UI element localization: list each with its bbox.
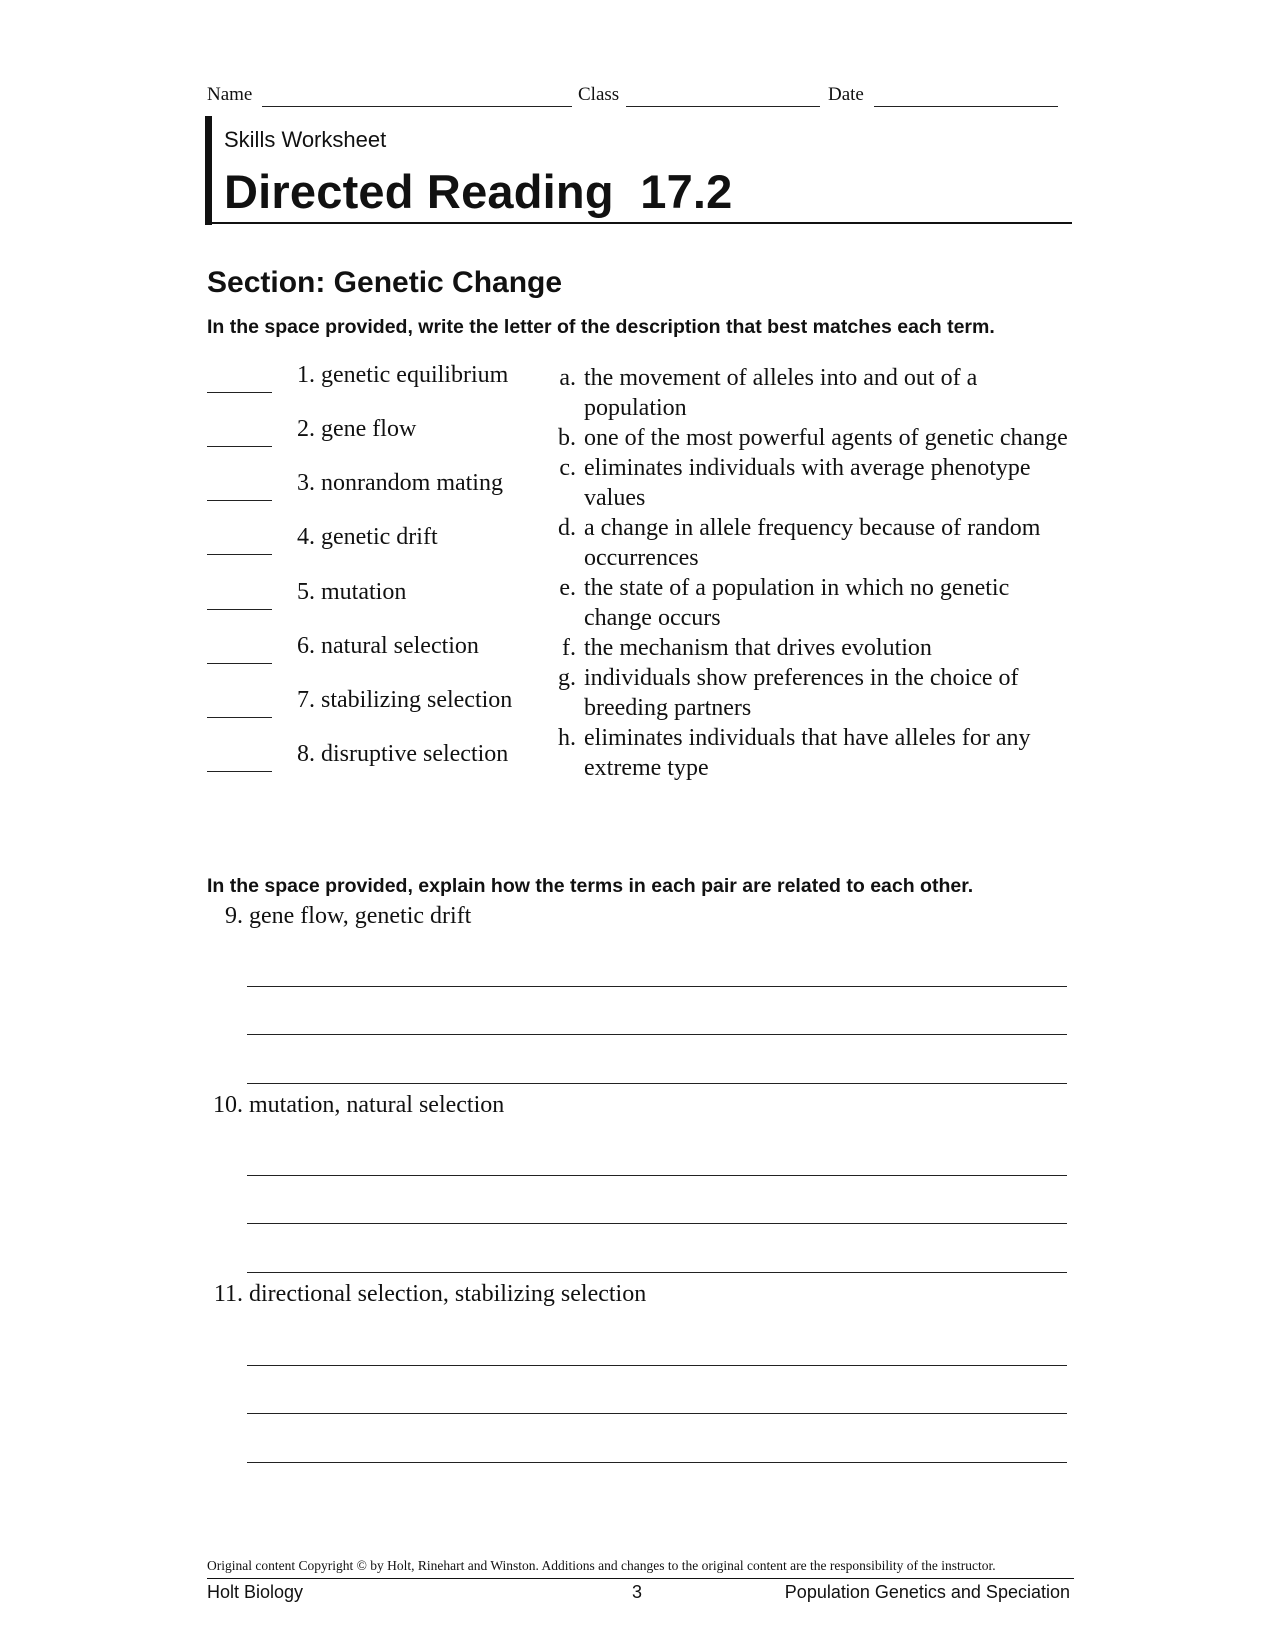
answer-blank[interactable]: [207, 609, 272, 610]
answer-line[interactable]: [247, 1413, 1067, 1414]
answer-blank[interactable]: [207, 392, 272, 393]
title-accent-bar: [205, 116, 212, 225]
term-item: 3. nonrandom mating: [297, 470, 503, 496]
question-item: 9. gene flow, genetic drift: [225, 903, 472, 929]
description-item: c. eliminates individuals with average phenotype values: [559, 455, 1031, 511]
name-field[interactable]: [262, 106, 572, 107]
term-item: 1. genetic equilibrium: [297, 362, 509, 388]
explain-instructions: In the space provided, explain how the terms in each pair are related to each other.: [207, 875, 974, 897]
matching-descriptions: [540, 363, 1080, 783]
title-underline: [205, 222, 1072, 224]
answer-blank[interactable]: [207, 717, 272, 718]
description-item: g. individuals show preferences in the choice of breeding partners: [558, 665, 1019, 721]
section-title: Section: Genetic Change: [207, 266, 563, 299]
answer-blank[interactable]: [207, 500, 272, 501]
answer-line[interactable]: [247, 1034, 1067, 1035]
term-item: 6. natural selection: [297, 633, 479, 659]
worksheet-kicker: Skills Worksheet: [224, 127, 387, 152]
answer-line[interactable]: [247, 1175, 1067, 1176]
answer-blank[interactable]: [207, 554, 272, 555]
description-item: h. eliminates individuals that have alleles for any extreme type: [558, 725, 1031, 781]
answer-line[interactable]: [247, 986, 1067, 987]
answer-line[interactable]: [247, 1083, 1067, 1084]
answer-line[interactable]: [247, 1462, 1067, 1463]
answer-blank[interactable]: [207, 446, 272, 447]
answer-line[interactable]: [247, 1272, 1067, 1273]
question-item: 11. directional selection, stabilizing selection: [213, 1281, 647, 1307]
date-field[interactable]: [874, 106, 1058, 107]
term-item: 7. stabilizing selection: [297, 687, 513, 713]
page-title: Directed Reading 17.2: [224, 165, 733, 218]
footer-rule: [207, 1578, 1074, 1579]
copyright-notice: Original content Copyright © by Holt, Rinehart and Winston. Additions and changes to the original content are the responsibility of the instructor.: [207, 1558, 996, 1573]
page-number: 3: [632, 1582, 643, 1602]
answer-line[interactable]: [247, 1223, 1067, 1224]
question-item: 10. mutation, natural selection: [213, 1092, 505, 1118]
term-item: 2. gene flow: [297, 416, 417, 442]
term-item: 4. genetic drift: [297, 524, 438, 550]
class-label: Class: [578, 84, 620, 105]
footer-chapter-title: Population Genetics and Speciation: [784, 1582, 1070, 1602]
answer-blank[interactable]: [207, 771, 272, 772]
answer-blank[interactable]: [207, 663, 272, 664]
term-item: 5. mutation: [297, 579, 407, 605]
term-item: 8. disruptive selection: [297, 741, 509, 767]
description-item: b. one of the most powerful agents of genetic change: [558, 425, 1068, 451]
footer-book-title: Holt Biology: [207, 1582, 304, 1602]
description-item: d. a change in allele frequency because of random occurrences: [558, 515, 1041, 571]
description-item: a. the movement of alleles into and out of a population: [559, 365, 978, 421]
class-field[interactable]: [626, 106, 820, 107]
description-item: f. the mechanism that drives evolution: [562, 635, 932, 661]
answer-line[interactable]: [247, 1365, 1067, 1366]
date-label: Date: [828, 84, 864, 105]
description-item: e. the state of a population in which no genetic change occurs: [559, 575, 1010, 631]
matching-instructions: In the space provided, write the letter of the description that best matches each term.: [207, 316, 995, 338]
name-label: Name: [207, 84, 253, 105]
